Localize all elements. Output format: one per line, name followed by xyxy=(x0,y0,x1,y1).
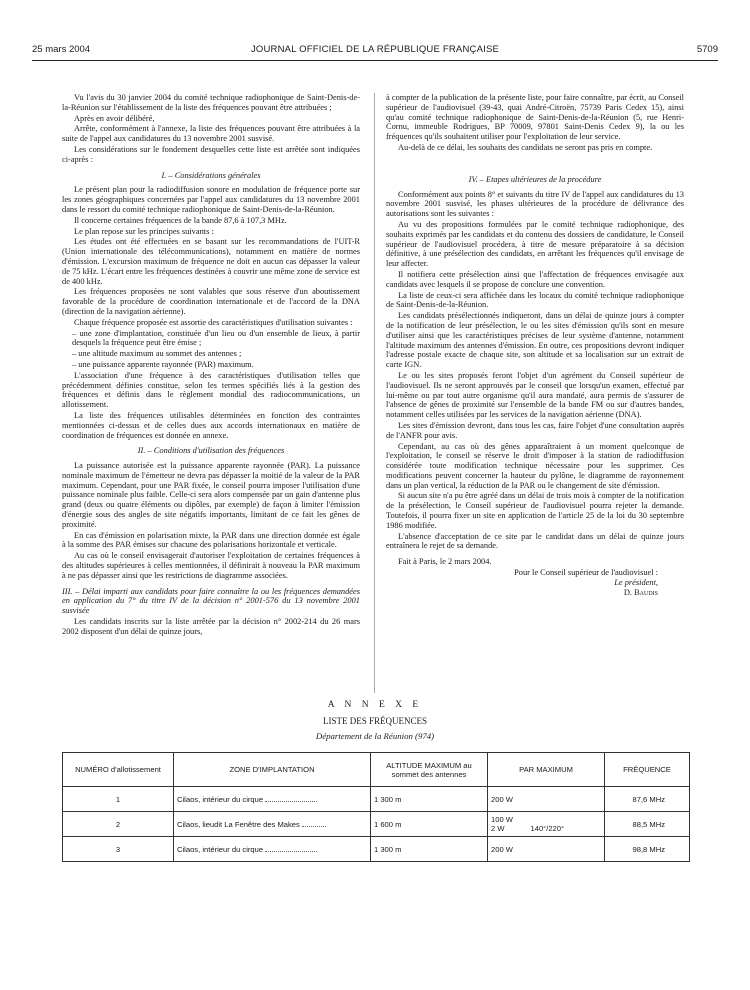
table-row xyxy=(63,787,690,812)
annex-heading xyxy=(0,700,750,741)
left-column xyxy=(62,93,360,638)
paragraph: Vu l'avis du 30 janvier 2004 du comité technique radiophonique de Saint-Denis-de-la-Réunion sur l'établissement de la liste des fréquences pouvant être attribuées ; xyxy=(62,93,360,112)
bullet-item: – une zone d'implantation, constituée d'un lieu ou d'un ensemble de lieux, à partir desquels la fréquence peut être émise ; xyxy=(72,328,360,348)
paragraph: L'association d'une fréquence à des caractéristiques d'utilisation telles que précédemment définies constitue, selon les termes spécifiés liés à la gestion des fréquences et définis dans le règlement mondial des radiocommunications, un allotissement. xyxy=(62,370,360,410)
cell-freq: 87,6 MHz xyxy=(605,787,690,812)
column-divider xyxy=(374,93,375,693)
annex-department: Département de la Réunion (974) xyxy=(315,731,435,741)
annex-title: A N N E X E xyxy=(327,700,423,710)
section-heading: III. – Délai imparti aux candidats pour faire connaître la ou les fréquences demandées en application du 7° du titre IV de la décision n° 2001-576 du 13 novembre 2001 susvisée xyxy=(62,586,360,616)
paragraph: Au cas où le conseil envisagerait d'autoriser l'exploitation de certaines fréquences à des altitudes supérieures à celles mentionnées, il définirait à nouveau la PAR maximum à ne pas dépasser ainsi que les restrictions de diagramme associées. xyxy=(62,551,360,580)
cell-zone xyxy=(174,812,371,837)
leader-dots xyxy=(265,851,317,852)
bullet-item: – une altitude maximum au sommet des antennes ; xyxy=(72,349,242,359)
cell-freq: 88,5 MHz xyxy=(605,812,690,837)
cell-zone xyxy=(174,787,371,812)
leader-dots xyxy=(265,801,317,802)
section-heading: I. – Considérations générales xyxy=(161,170,261,180)
paragraph: Les candidats inscrits sur la liste arrêtée par la décision n° 2002-214 du 26 mars 2002 disposent d'un délai de quinze jours, xyxy=(62,617,360,636)
paragraph: La liste de ceux-ci sera affichée dans les locaux du comité technique radiophonique de Saint-Denis-de-la-Réunion. xyxy=(386,290,684,310)
signature-name: D. Baudis xyxy=(623,588,658,598)
paragraph: Il concerne certaines fréquences de la bande 87,6 à 107,3 MHz. xyxy=(74,215,287,225)
table-row xyxy=(63,837,690,862)
cell-num: 1 xyxy=(63,787,174,812)
paragraph: Il notifiera cette présélection ainsi que l'affectation de fréquences envisagée aux candidats avec lesquels il se propose de conclure une convention. xyxy=(386,269,684,289)
page-header xyxy=(32,44,718,58)
paragraph: Arrête, conformément à l'annexe, la liste des fréquences pouvant être attribuées à la suite de l'appel aux candidatures du 13 novembre 2001 susvisé. xyxy=(62,124,360,144)
column-header-par: PAR MAXIMUM xyxy=(488,753,605,787)
paragraph: Les fréquences proposées ne sont valables que sous réserve d'un aboutissement favorable de la procédure de coordination internationale et de l'accord de la DNA (direction de la navigation aérienne). xyxy=(62,287,360,316)
paragraph: Chaque fréquence proposée est assortie des caractéristiques d'utilisation suivantes : xyxy=(74,317,353,327)
paragraph: Les considérations sur le fondement desquelles cette liste est arrêtée sont indiquées ci-après : xyxy=(62,144,360,164)
annex-subtitle: LISTE DES FRÉQUENCES xyxy=(322,716,427,726)
signature-authority: Pour le Conseil supérieur de l'audiovisuel : xyxy=(514,568,658,578)
header-page-number: 5709 xyxy=(696,44,718,55)
cell-freq: 98,8 MHz xyxy=(605,837,690,862)
par-value: 100 W xyxy=(491,815,513,824)
cell-alt: 1 300 m xyxy=(371,837,488,862)
leader-dots xyxy=(302,826,326,827)
paragraph: Si aucun site n'a pu être agréé dans un délai de trois mois à compter de la notification de la présélection, le Conseil supérieur de l'audiovisuel pourra rejeter la demande. Toutefois, il pourra fixer un site en application de l'article 25 de la loi du 30 septembre 1986 modifiée. xyxy=(386,491,684,530)
paragraph: Conformément aux points 8° et suivants du titre IV de l'appel aux candidatures du 13 novembre 2001 susvisé, les phases ultérieures de la procédure de délivrance des autorisations sont les suivantes : xyxy=(386,189,684,219)
header-title: JOURNAL OFFICIEL DE LA RÉPUBLIQUE FRANÇAISE xyxy=(250,44,500,55)
header-rule xyxy=(32,60,718,61)
section-heading: IV. – Etapes ultérieures de la procédure xyxy=(468,174,602,184)
cell-num: 2 xyxy=(63,812,174,837)
par-secondary xyxy=(491,824,601,833)
table-header-row xyxy=(63,753,690,787)
zone-text: Cilaos, intérieur du cirque xyxy=(177,844,264,854)
paragraph: En cas d'émission en polarisation mixte, la PAR dans une direction donnée est égale à la somme des PAR émises sur chacune des polarisations horizontale et verticale. xyxy=(62,530,360,550)
cell-num: 3 xyxy=(63,837,174,862)
paragraph: La puissance autorisée est la puissance apparente rayonnée (PAR). La puissance nominale maximum de l'émetteur ne devra pas dépasser la moitié de la valeur de la PAR maximum. Cependant, pour une PAR fixée, le conseil pourra imposer l'utilisation d'une puissance nominale plus faible. Celle-ci sera alors compensée par un gain d'antenne plus grand (deux ou quatre éléments ou dipôles, par exemple) de façon à limiter l'émission d'énergie sous des angles de site négatifs importants, limitant de ce fait les gênes de proximité. xyxy=(62,461,360,529)
header-date: 25 mars 2004 xyxy=(32,44,91,55)
par-secondary-value: 2 W xyxy=(491,824,505,833)
paragraph: Cependant, au cas où des gênes apparaîtraient à un moment quelconque de l'exploitation, le conseil se réserve le droit d'imposer à la station de radiodiffusion considérée toute modification technique nécessaire pour les supprimer. Ces modifications peuvent concerner la hauteur du pylône, le diagramme de rayonnement dans un plan vertical, la réduction de la PAR ou le changement de site d'émission. xyxy=(386,441,684,490)
paragraph: Le présent plan pour la radiodiffusion sonore en modulation de fréquence porte sur les zones géographiques concernées par l'appel aux candidatures du 13 novembre 2001 dans le ressort du comité technique radiophonique de Saint-Denis-de-la-Réunion. xyxy=(62,185,360,214)
paragraph: Le plan repose sur les principes suivants : xyxy=(74,226,214,236)
section-heading: II. – Conditions d'utilisation des fréquences xyxy=(137,446,285,456)
cell-par xyxy=(488,812,605,837)
signature-place-date: Fait à Paris, le 2 mars 2004. xyxy=(398,557,492,567)
paragraph: Les études ont été effectuées en se basant sur les recommandations de l'UIT-R (Union internationale des télécommunications), notamment en matière de normes d'émission. L'excursion maximum de fréquence ne doit en aucun cas dépasser la valeur de 75 kHz. L'écart entre les fréquences destinées à couvrir une même zone de service est de 400 kHz. xyxy=(62,237,360,286)
cell-alt: 1 600 m xyxy=(371,812,488,837)
frequency-table xyxy=(62,752,690,862)
paragraph: Le ou les sites proposés feront l'objet d'un agrément du Conseil supérieur de l'audiovisuel. Ils ne seront approuvés par le conseil que lorsqu'un examen, effectué par lui-même ou par tout autre organisme qu'il aura mandaté, aura permis de s'assurer de l'absence de gênes de proximité sur l'ensemble de la bande FM ou sur d'autres bandes, notamment celles utilisées par les services de la navigation aérienne (DNA). xyxy=(386,370,684,420)
column-header-num: NUMÉRO d'allotissement xyxy=(63,753,174,787)
paragraph: Au vu des propositions formulées par le comité technique radiophonique, des souhaits exprimés par les candidats et du contenu des dossiers de candidature, le Conseil supérieur de l'audiovisuel procédera, à titre de mesure préparatoire à sa décision définitive, à une présélection des candidats, en arrêtant les fréquences qu'il envisage de leur affecter. xyxy=(386,219,684,269)
paragraph: Après en avoir délibéré, xyxy=(74,113,155,123)
bullet-item: – une puissance apparente rayonnée (PAR) maximum. xyxy=(72,359,254,369)
column-header-zone: ZONE D'IMPLANTATION xyxy=(174,753,371,787)
par-direction-note: 140°/220° xyxy=(530,824,565,833)
paragraph: à compter de la publication de la présente liste, pour faire connaître, par écrit, au Conseil supérieur de l'audiovisuel (39-43, quai André-Citroën, 75739 Paris Cedex 15), ainsi qu'au comité technique radiophonique de Saint-Denis-de-la-Réunion (5, rue Henri-Cornu, immeuble Rodrigues, BP 70009, 97801 Saint-Denis Cedex 9), la ou les fréquences qu'ils souhaitent utiliser pour l'exploitation de leur service. xyxy=(386,93,684,142)
column-header-alt: ALTITUDE MAXIMUM au sommet des antennes xyxy=(371,753,488,787)
paragraph: Les sites d'émission devront, dans tous les cas, faire l'objet d'une consultation auprès de l'ANFR pour avis. xyxy=(386,420,684,440)
zone-text: Cilaos, lieudit La Fenêtre des Makes xyxy=(177,819,300,829)
paragraph: La liste des fréquences utilisables déterminées en fonction des contraintes mentionnées ci-dessus et de celles dues aux accords internationaux en matière de coordination de fréquences est donnée en annexe. xyxy=(62,410,360,440)
cell-par: 200 W xyxy=(488,787,605,812)
cell-par: 200 W xyxy=(488,837,605,862)
paragraph: Les candidats présélectionnés indiqueront, dans un délai de quinze jours à compter de la notification de leur présélection, le ou les sites d'émission qu'ils sont en mesure d'utiliser ainsi que les caractéristiques précises de leur système d'antenne, notamment l'altitude maximum des antennes d'émission. En outre, ces propositions devront indiquer l'adresse postale exacte de chaque site, son altitude et sa localisation sur un extrait de carte IGN. xyxy=(386,311,684,370)
table-row xyxy=(63,812,690,837)
signature-title: Le président, xyxy=(614,578,658,588)
paragraph: L'absence d'acceptation de ce site par le candidat dans un délai de quinze jours entraînera le rejet de sa demande. xyxy=(386,531,684,551)
cell-alt: 1 300 m xyxy=(371,787,488,812)
column-header-freq: FRÉQUENCE xyxy=(605,753,690,787)
cell-zone xyxy=(174,837,371,862)
right-column xyxy=(386,93,684,598)
zone-text: Cilaos, intérieur du cirque xyxy=(177,794,264,804)
paragraph: Au-delà de ce délai, les souhaits des candidats ne seront pas pris en compte. xyxy=(398,142,653,152)
